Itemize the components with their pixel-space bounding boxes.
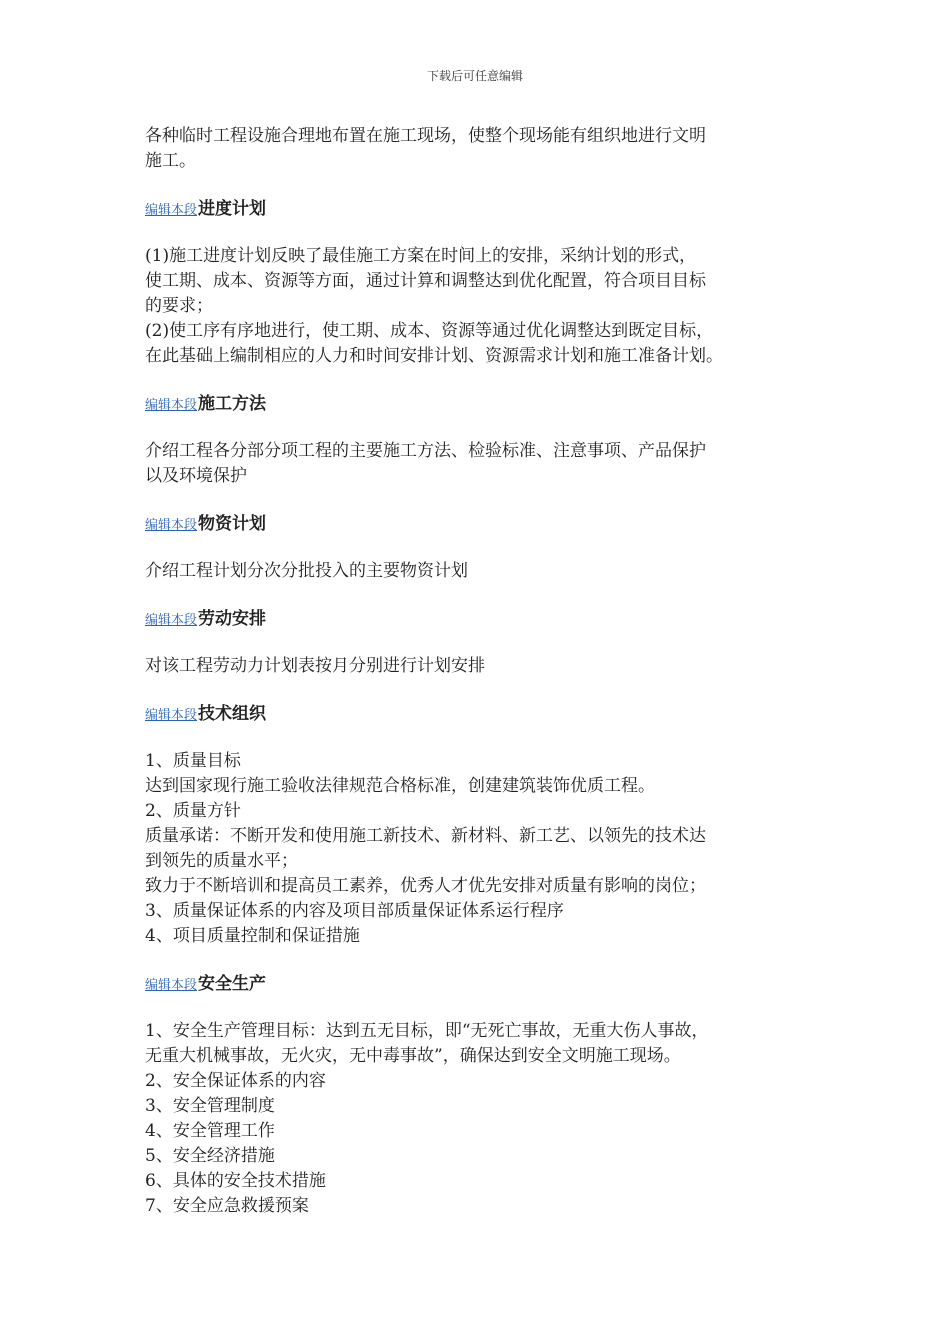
text-line: 致力于不断培训和提高员工素养，优秀人才优先安排对质量有影响的岗位； xyxy=(145,876,706,896)
text-line: 以及环境保护 xyxy=(145,466,247,486)
section-title: 进度计划 xyxy=(198,199,267,219)
text-line: 3、安全管理制度 xyxy=(145,1096,275,1116)
intro-paragraph xyxy=(145,124,815,174)
text-line: 在此基础上编制相应的人力和时间安排计划、资源需求计划和施工准备计划。 xyxy=(145,346,723,366)
text-line: 对该工程劳动力计划表按月分别进行计划安排 xyxy=(145,656,485,676)
text-line: 5、安全经济措施 xyxy=(145,1146,275,1166)
text-line: 3、质量保证体系的内容及项目部质量保证体系运行程序 xyxy=(145,901,564,921)
edit-section-link[interactable]: 编辑本段 xyxy=(145,398,198,413)
section-body xyxy=(145,559,815,584)
text-line: 2、质量方针 xyxy=(145,801,241,821)
text-line: (1)施工进度计划反映了最佳施工方案在时间上的安排，采纳计划的形式， xyxy=(145,246,697,266)
document-body xyxy=(145,124,815,1219)
text-line: 无重大机械事故，无火灾，无中毒事故”，确保达到安全文明施工现场。 xyxy=(145,1046,681,1066)
text-line: 使工期、成本、资源等方面，通过计算和调整达到优化配置，符合项目目标 xyxy=(145,271,706,291)
section-heading xyxy=(145,195,815,225)
section-title: 安全生产 xyxy=(198,974,267,994)
section-title: 劳动安排 xyxy=(198,609,267,629)
text-line: 4、项目质量控制和保证措施 xyxy=(145,926,360,946)
section-body xyxy=(145,439,815,489)
sections-container xyxy=(145,174,815,1219)
text-line: 到领先的质量水平； xyxy=(145,851,298,871)
edit-section-link[interactable]: 编辑本段 xyxy=(145,978,198,993)
section-heading xyxy=(145,970,815,1000)
edit-section-link[interactable]: 编辑本段 xyxy=(145,708,198,723)
edit-section-link[interactable]: 编辑本段 xyxy=(145,203,198,218)
text-line: 达到国家现行施工验收法律规范合格标准，创建建筑装饰优质工程。 xyxy=(145,776,655,796)
text-line: 施工。 xyxy=(145,151,196,171)
section-heading xyxy=(145,510,815,540)
text-line: 的要求； xyxy=(145,296,213,316)
section-heading xyxy=(145,605,815,635)
section-heading xyxy=(145,390,815,420)
text-line: 4、安全管理工作 xyxy=(145,1121,275,1141)
text-line: 各种临时工程设施合理地布置在施工现场，使整个现场能有组织地进行文明 xyxy=(145,126,706,146)
text-line: 质量承诺：不断开发和使用施工新技术、新材料、新工艺、以领先的技术达 xyxy=(145,826,706,846)
text-line: 2、安全保证体系的内容 xyxy=(145,1071,326,1091)
text-line: (2)使工序有序地进行，使工期、成本、资源等通过优化调整达到既定目标， xyxy=(145,321,714,341)
edit-section-link[interactable]: 编辑本段 xyxy=(145,518,198,533)
text-line: 7、安全应急救援预案 xyxy=(145,1196,309,1216)
section-body xyxy=(145,1019,815,1219)
section-body xyxy=(145,244,815,369)
text-line: 6、具体的安全技术措施 xyxy=(145,1171,326,1191)
page-header: 下载后可任意编辑 xyxy=(426,69,523,83)
section-body xyxy=(145,654,815,679)
text-line: 1、安全生产管理目标：达到五无目标，即“无死亡事故，无重大伤人事故， xyxy=(145,1021,709,1041)
text-line: 介绍工程各分部分项工程的主要施工方法、检验标准、注意事项、产品保护 xyxy=(145,441,706,461)
edit-section-link[interactable]: 编辑本段 xyxy=(145,613,198,628)
section-heading xyxy=(145,700,815,730)
text-line: 介绍工程计划分次分批投入的主要物资计划 xyxy=(145,561,468,581)
section-title: 物资计划 xyxy=(198,514,267,534)
section-title: 技术组织 xyxy=(198,704,267,724)
section-body xyxy=(145,749,815,949)
text-line: 1、质量目标 xyxy=(145,751,241,771)
section-title: 施工方法 xyxy=(198,394,267,414)
